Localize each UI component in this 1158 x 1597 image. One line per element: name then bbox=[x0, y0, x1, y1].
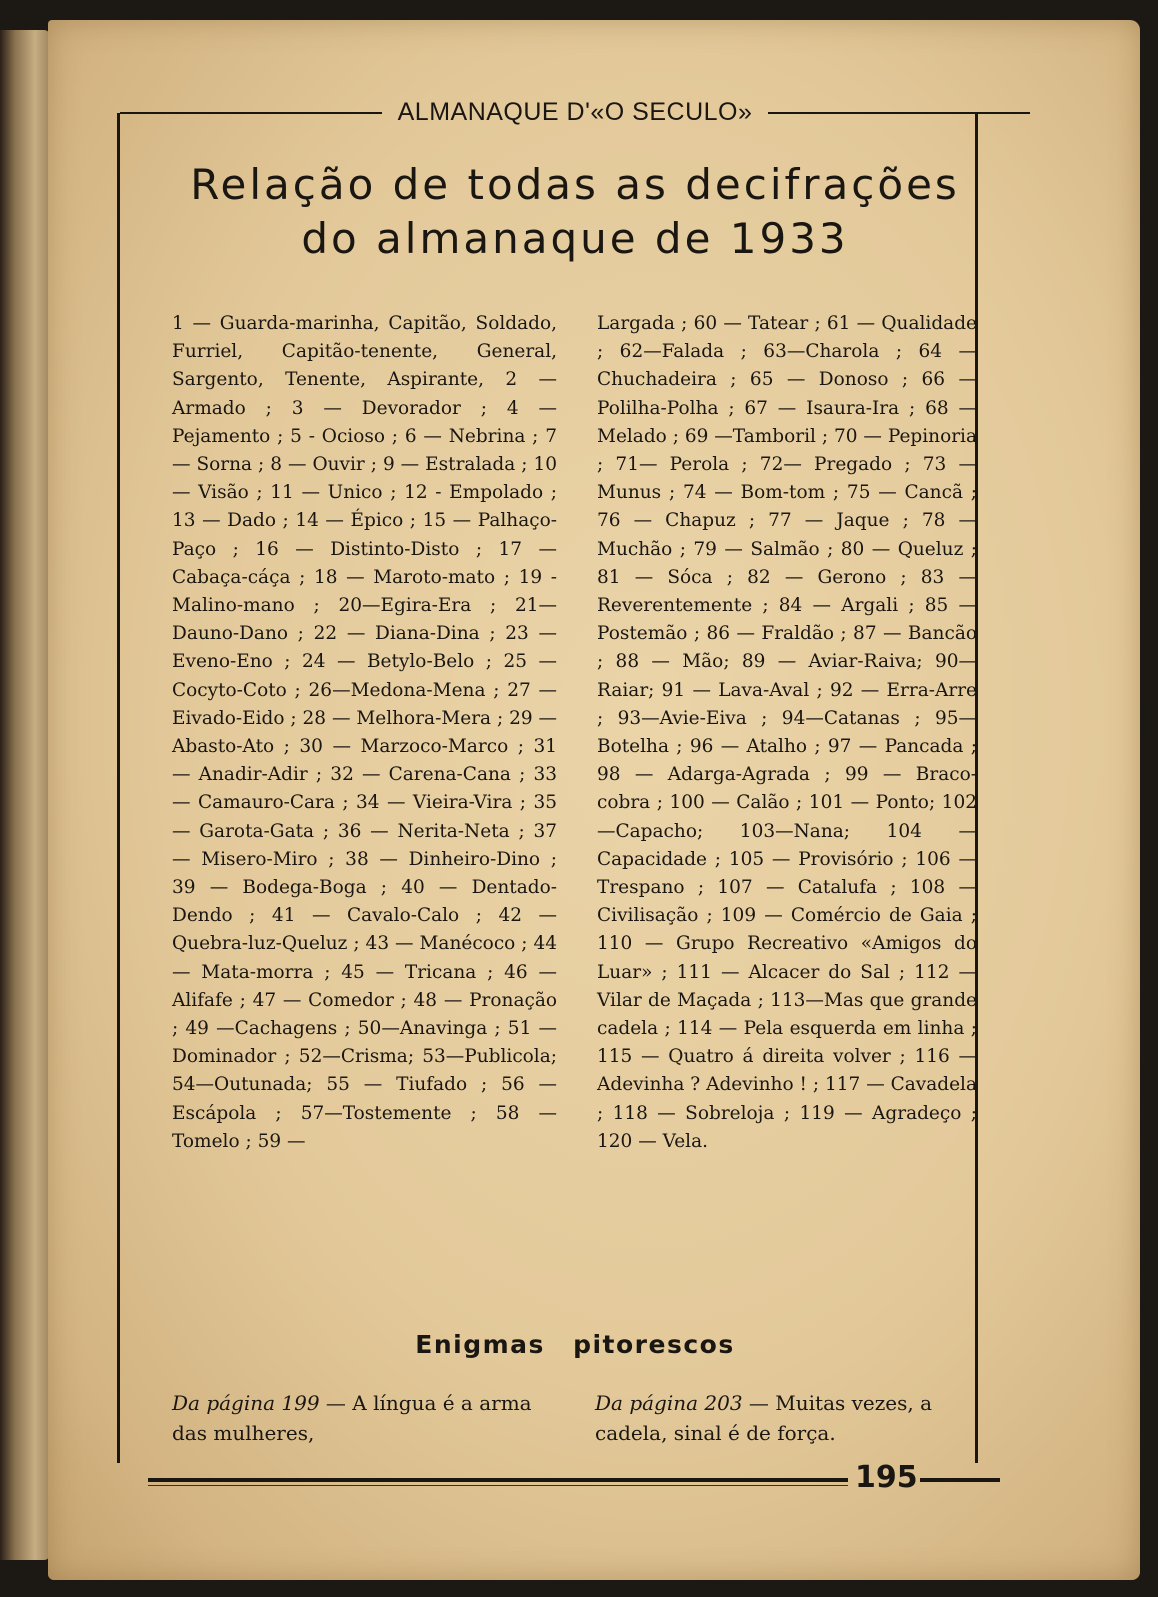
enigma-answer-left bbox=[172, 1388, 557, 1448]
adjacent-page-edge bbox=[0, 30, 50, 1560]
footer-rule-right bbox=[920, 1478, 1000, 1482]
page-number: 195 bbox=[855, 1460, 918, 1495]
header-title: ALMANAQUE D'«O SECULO» bbox=[397, 98, 753, 126]
page-title bbox=[150, 158, 1000, 266]
footer-rule-left bbox=[148, 1478, 848, 1482]
solutions-column-right: Largada ; 60 — Tatear ; 61 — Qualidade ; 62—Falada ; 63—Charola ; 64 — Chuchadeira ; 65 — Donoso ; 66 — Polilha-Polha ; 67 — Isaura-Ira ; 68 —Melado ; 69 —Tamboril ; 70 — Pepinoria ; 71— Perola ; 72— Pregado ; 73 — Munus ; 74 — Bom-tom ; 75 — Cancã ; 76 — Chapuz ; 77 — Jaque ; 78 — Muchão ; 79 — Salmão ; 80 — Queluz ; 81 — Sóca ; 82 — Gerono ; 83 — Reverentemente ; 84 — Argali ; 85 — Postemão ; 86 — Fraldão ; 87 — Bancão ; 88 — Mão; 89 — Aviar-Raiva; 90—Raiar; 91 — Lava-Aval ; 92 — Erra-Arre ; 93—Avie-Eiva ; 94—Catanas ; 95—Botelha ; 96 — Atalho ; 97 — Pancada ; 98 — Adarga-Agrada ; 99 — Braco-cobra ; 100 — Calão ; 101 — Ponto; 102—Capacho; 103—Nana; 104 — Capacidade ; 105 — Provisório ; 106 — Trespano ; 107 — Catalufa ; 108 — Civilisação ; 109 — Comércio de Gaia ; 110 — Grupo Recreativo «Amigos do Luar» ; 111 — Alcacer do Sal ; 112 — Vilar de Maçada ; 113—Mas que grande cadela ; 114 — Pela esquerda em linha ; 115 — Quatro á direita volver ; 116 — Adevinha ? Adevinho ! ; 117 — Cavadela ; 118 — Sobreloja ; 119 — Agradeço ; 120 — Vela. bbox=[597, 313, 977, 1152]
page-title-line-2: do almanaque de 1933 bbox=[301, 214, 849, 263]
enigma-text-right: — Muitas vezes, a cadela, sinal é de força. bbox=[595, 1391, 933, 1445]
solutions-column-left: 1 — Guarda-marinha, Capitão, Soldado, Furriel, Capitão-tenente, General, Sargento, Tenente, Aspirante, 2 — Armado ; 3 — Devorador ; 4 — Pejamento ; 5 - Ocioso ; 6 — Nebrina ; 7 — Sorna ; 8 — Ouvir ; 9 — Estralada ; 10 — Visão ; 11 — Unico ; 12 - Empolado ; 13 — Dado ; 14 — Épico ; 15 — Palhaço-Paço ; 16 — Distinto-Disto ; 17 — Cabaça-cáça ; 18 — Maroto-mato ; 19 - Malino-mano ; 20—Egira-Era ; 21— Dauno-Dano ; 22 — Diana-Dina ; 23 — Eveno-Eno ; 24 — Betylo-Belo ; 25 — Cocyto-Coto ; 26—Medona-Mena ; 27 — Eivado-Eido ; 28 — Melhora-Mera ; 29 — Abasto-Ato ; 30 — Marzoco-Marco ; 31 — Anadir-Adir ; 32 — Carena-Cana ; 33 — Camauro-Cara ; 34 — Vieira-Vira ; 35 — Garota-Gata ; 36 — Nerita-Neta ; 37 — Misero-Miro ; 38 — Dinheiro-Dino ; 39 — Bodega-Boga ; 40 — Dentado-Dendo ; 41 — Cavalo-Calo ; 42 — Quebra-luz-Queluz ; 43 — Manécoco ; 44 — Mata-morra ; 45 — Tricana ; 46 — Alifafe ; 47 — Comedor ; 48 — Pronação ; 49 —Cachagens ; 50—Anavinga ; 51 —Dominador ; 52—Crisma; 53—Publicola; 54—Outunada; 55 — Tiufado ; 56 —Escápola ; 57—Tostemente ; 58 — Tomelo ; 59 — bbox=[172, 313, 557, 1152]
enigma-ref-right: Da página 203 bbox=[595, 1391, 743, 1415]
enigma-answer-right bbox=[595, 1388, 980, 1448]
enigma-ref-left: Da página 199 bbox=[172, 1391, 320, 1415]
enigma-text-left: — A língua é a arma das mulheres, bbox=[172, 1391, 532, 1445]
page-title-line-1: Relação de todas as decifrações bbox=[190, 160, 960, 209]
footer-rule-left-thin bbox=[148, 1485, 848, 1486]
section-title-enigmas: Enigmas pitorescos bbox=[415, 1330, 735, 1359]
